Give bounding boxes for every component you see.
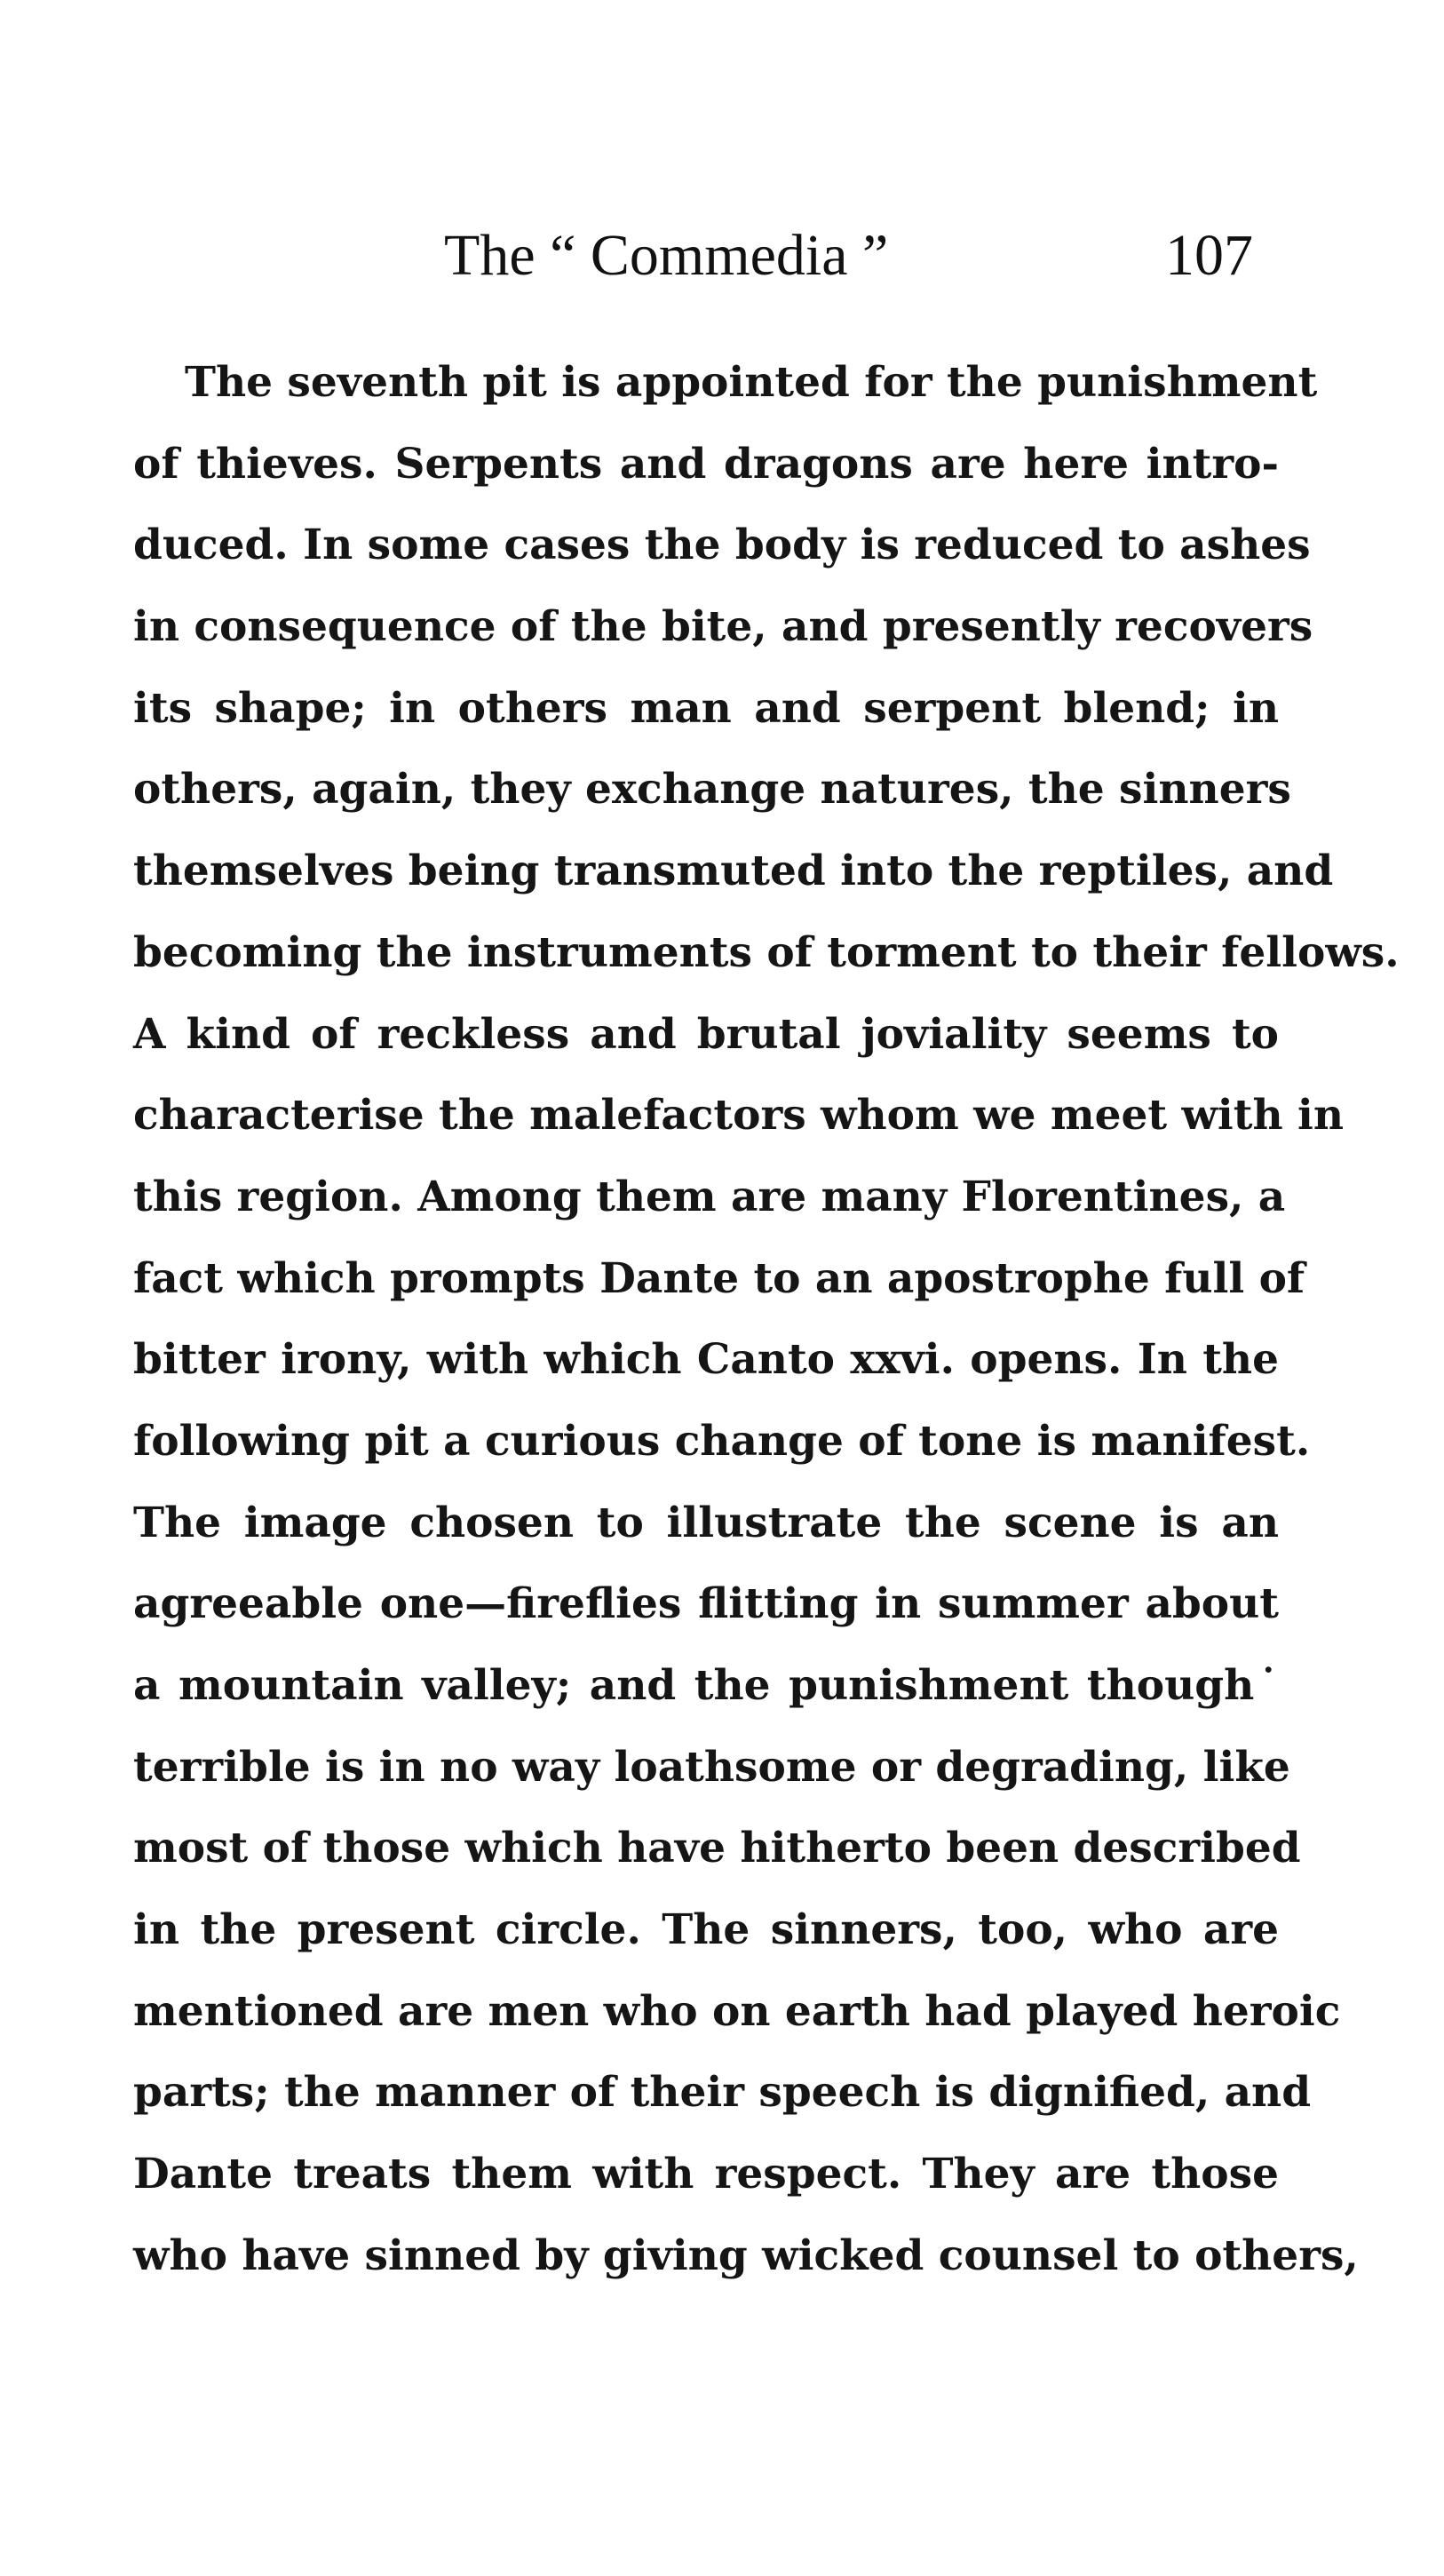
text-line: bitter irony, with which Canto xxvi. opens. In the: [133, 1335, 1279, 1385]
text-line: themselves being transmuted into the reptiles, and: [133, 847, 1334, 896]
text-line: Dante treats them with respect. They are those: [133, 2150, 1279, 2199]
text-line: parts; the manner of their speech is dignified, and: [133, 2068, 1312, 2118]
text-line: who have sinned by giving wicked counsel to others,: [133, 2230, 1359, 2280]
running-title: The “ Commedia ”: [444, 223, 889, 288]
text-line: The seventh pit is appointed for the punishment: [185, 358, 1318, 407]
text-line: agreeable one—fireflies flitting in summer about: [133, 1579, 1279, 1629]
text-line: a mountain valley; and the punishment though˙: [133, 1661, 1279, 1710]
text-line: following pit a curious change of tone is manifest.: [133, 1416, 1311, 1466]
text-line: in consequence of the bite, and presently recovers: [133, 602, 1313, 652]
text-line: in the present circle. The sinners, too, who are: [133, 1905, 1279, 1955]
text-line: The image chosen to illustrate the scene is an: [133, 1498, 1279, 1547]
text-line: fact which prompts Dante to an apostrophe full of: [133, 1253, 1305, 1303]
running-head: [0, 220, 1444, 291]
body-paragraph: [133, 342, 1400, 2297]
text-line: others, again, they exchange natures, the sinners: [133, 765, 1291, 815]
text-line: terrible is in no way loathsome or degrading, like: [133, 1742, 1290, 1792]
page-number: 107: [1165, 223, 1253, 288]
text-line: its shape; in others man and serpent blend; in: [133, 683, 1279, 733]
text-line: becoming the instruments of torment to their fellows.: [133, 927, 1400, 977]
text-line: this region. Among them are many Florentines, a: [133, 1172, 1286, 1221]
text-line: duced. In some cases the body is reduced to ashes: [133, 521, 1311, 570]
text-line: of thieves. Serpents and dragons are here intro-: [133, 439, 1279, 489]
text-line: A kind of reckless and brutal joviality seems to: [133, 1009, 1279, 1059]
text-line: characterise the malefactors whom we meet with in: [133, 1091, 1345, 1141]
text-line: most of those which have hitherto been described: [133, 1824, 1301, 1873]
text-line: mentioned are men who on earth had played heroic: [133, 1986, 1341, 2036]
